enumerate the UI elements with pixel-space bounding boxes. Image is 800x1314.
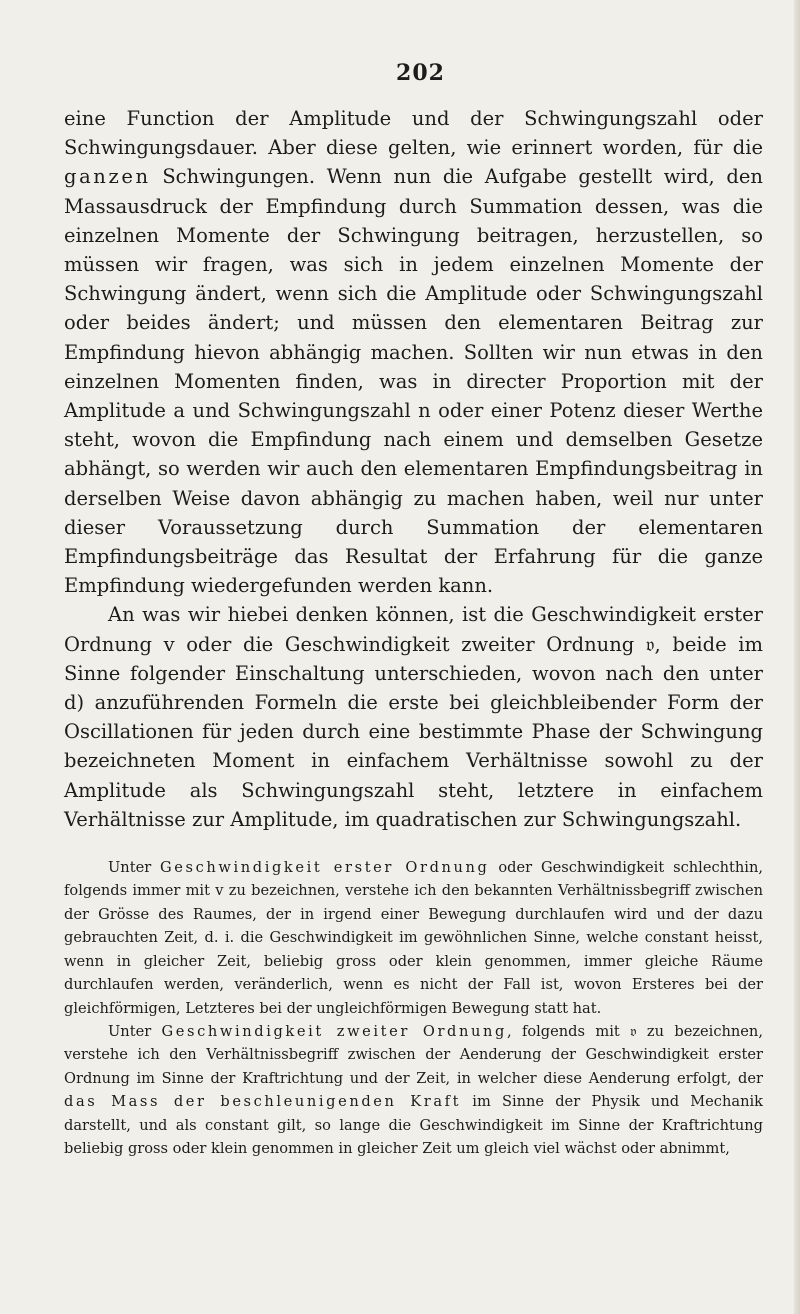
main-paragraph: [64, 600, 763, 834]
text-run: im Sinne der Physik und Mechanik darstellt, und als constant gilt, so lange die Geschwindigkeit im Sinne der Kraftrichtung beliebig gross oder klein genommen in gleicher Zeit um gleich viel wächst oder abnimmt,: [64, 1093, 763, 1157]
footnote-paragraph: [64, 1020, 763, 1160]
footnote-paragraph: [64, 856, 763, 1020]
text-run: eine Function der Amplitude und der Schwingungszahl oder Schwingungsdauer. Aber diese gelten, wie erinnert worden, für die: [64, 107, 763, 160]
main-text: [64, 104, 763, 834]
page-number: 202: [396, 60, 445, 86]
emphasized-term: Geschwindigkeit erster Ordnung: [160, 859, 490, 877]
text-run: An was wir hiebei denken können, ist die Geschwindigkeit erster Ordnung v oder die Geschwindigkeit zweiter Ordnung 𝔳, beide im Sinne folgender Einschaltung unterschieden, wovon nach den unter d) anzuführenden Formeln die erste bei gleichbleibender Form der Oscillationen für jeden durch eine bestimmte Phase der Schwingung bezeichneten Moment in einfachem Verhältnisse sowohl zu der Amplitude als Schwingungszahl steht, letztere in einfachem Verhältnisse zur Amplitude, im quadratischen zur Schwingungszahl.: [64, 603, 763, 831]
text-run: Schwingungen. Wenn nun die Aufgabe gestellt wird, den Massausdruck der Empfindung durch Summation dessen, was die einzelnen Momente der Schwingung beitragen, herzustellen, so müssen wir fragen, was sich in jedem einzelnen Momente der Schwingung ändert, wenn sich die Amplitude oder Schwingungszahl oder beides ändert; und müssen den elementaren Beitrag zur Empfindung hievon abhängig machen. Sollten wir nun etwas in den einzelnen Momenten finden, was in directer Proportion mit der Amplitude a und Schwingungszahl n oder einer Potenz dieser Werthe steht, wovon die Empfindung nach einem und demselben Gesetze abhängt, so werden wir auch den elementaren Empfindungsbeitrag in derselben Weise davon abhängig zu machen haben, weil nur unter dieser Voraussetzung durch Summation der elementaren Empfindungsbeiträge das Resultat der Erfahrung für die ganze Empfindung wiedergefunden werden kann.: [64, 165, 763, 598]
text-run: Unter: [108, 859, 161, 877]
emphasized-text: ganzen: [64, 165, 151, 189]
text-run: oder Geschwindigkeit schlechthin, folgends immer mit v zu bezeichnen, verstehe ich den bekannten Verhältnissbegriff zwischen der Grösse des Raumes, der in irgend einer Bewegung durchlaufen wird und der dazu gebrauchten Zeit, d. i. die Geschwindigkeit im gewöhnlichen Sinne, welche constant heisst, wenn in gleicher Zeit, beliebig gross oder klein genommen, immer gleiche Räume durchlaufen werden, veränderlich, wenn es nicht der Fall ist, wovon Ersteres bei der gleichförmigen, Letzteres bei der ungleichförmigen Bewegung statt hat.: [64, 859, 763, 1017]
footnotes: [64, 856, 763, 1160]
text-run: , folgends mit 𝔳 zu bezeichnen, verstehe ich den Verhältnissbegriff zwischen der Aenderung der Geschwindigkeit erster Ordnung im Sinne der Kraftrichtung und der Zeit, in welcher diese Aenderung erfolgt, der: [64, 1022, 763, 1087]
page-edge-shadow: [794, 0, 800, 1314]
emphasized-term: Geschwindigkeit zweiter Ordnung: [161, 1022, 507, 1040]
emphasized-term: das Mass der beschleunigenden Kraft: [64, 1093, 462, 1111]
main-paragraph: [64, 104, 763, 600]
text-run: Unter: [108, 1022, 162, 1040]
